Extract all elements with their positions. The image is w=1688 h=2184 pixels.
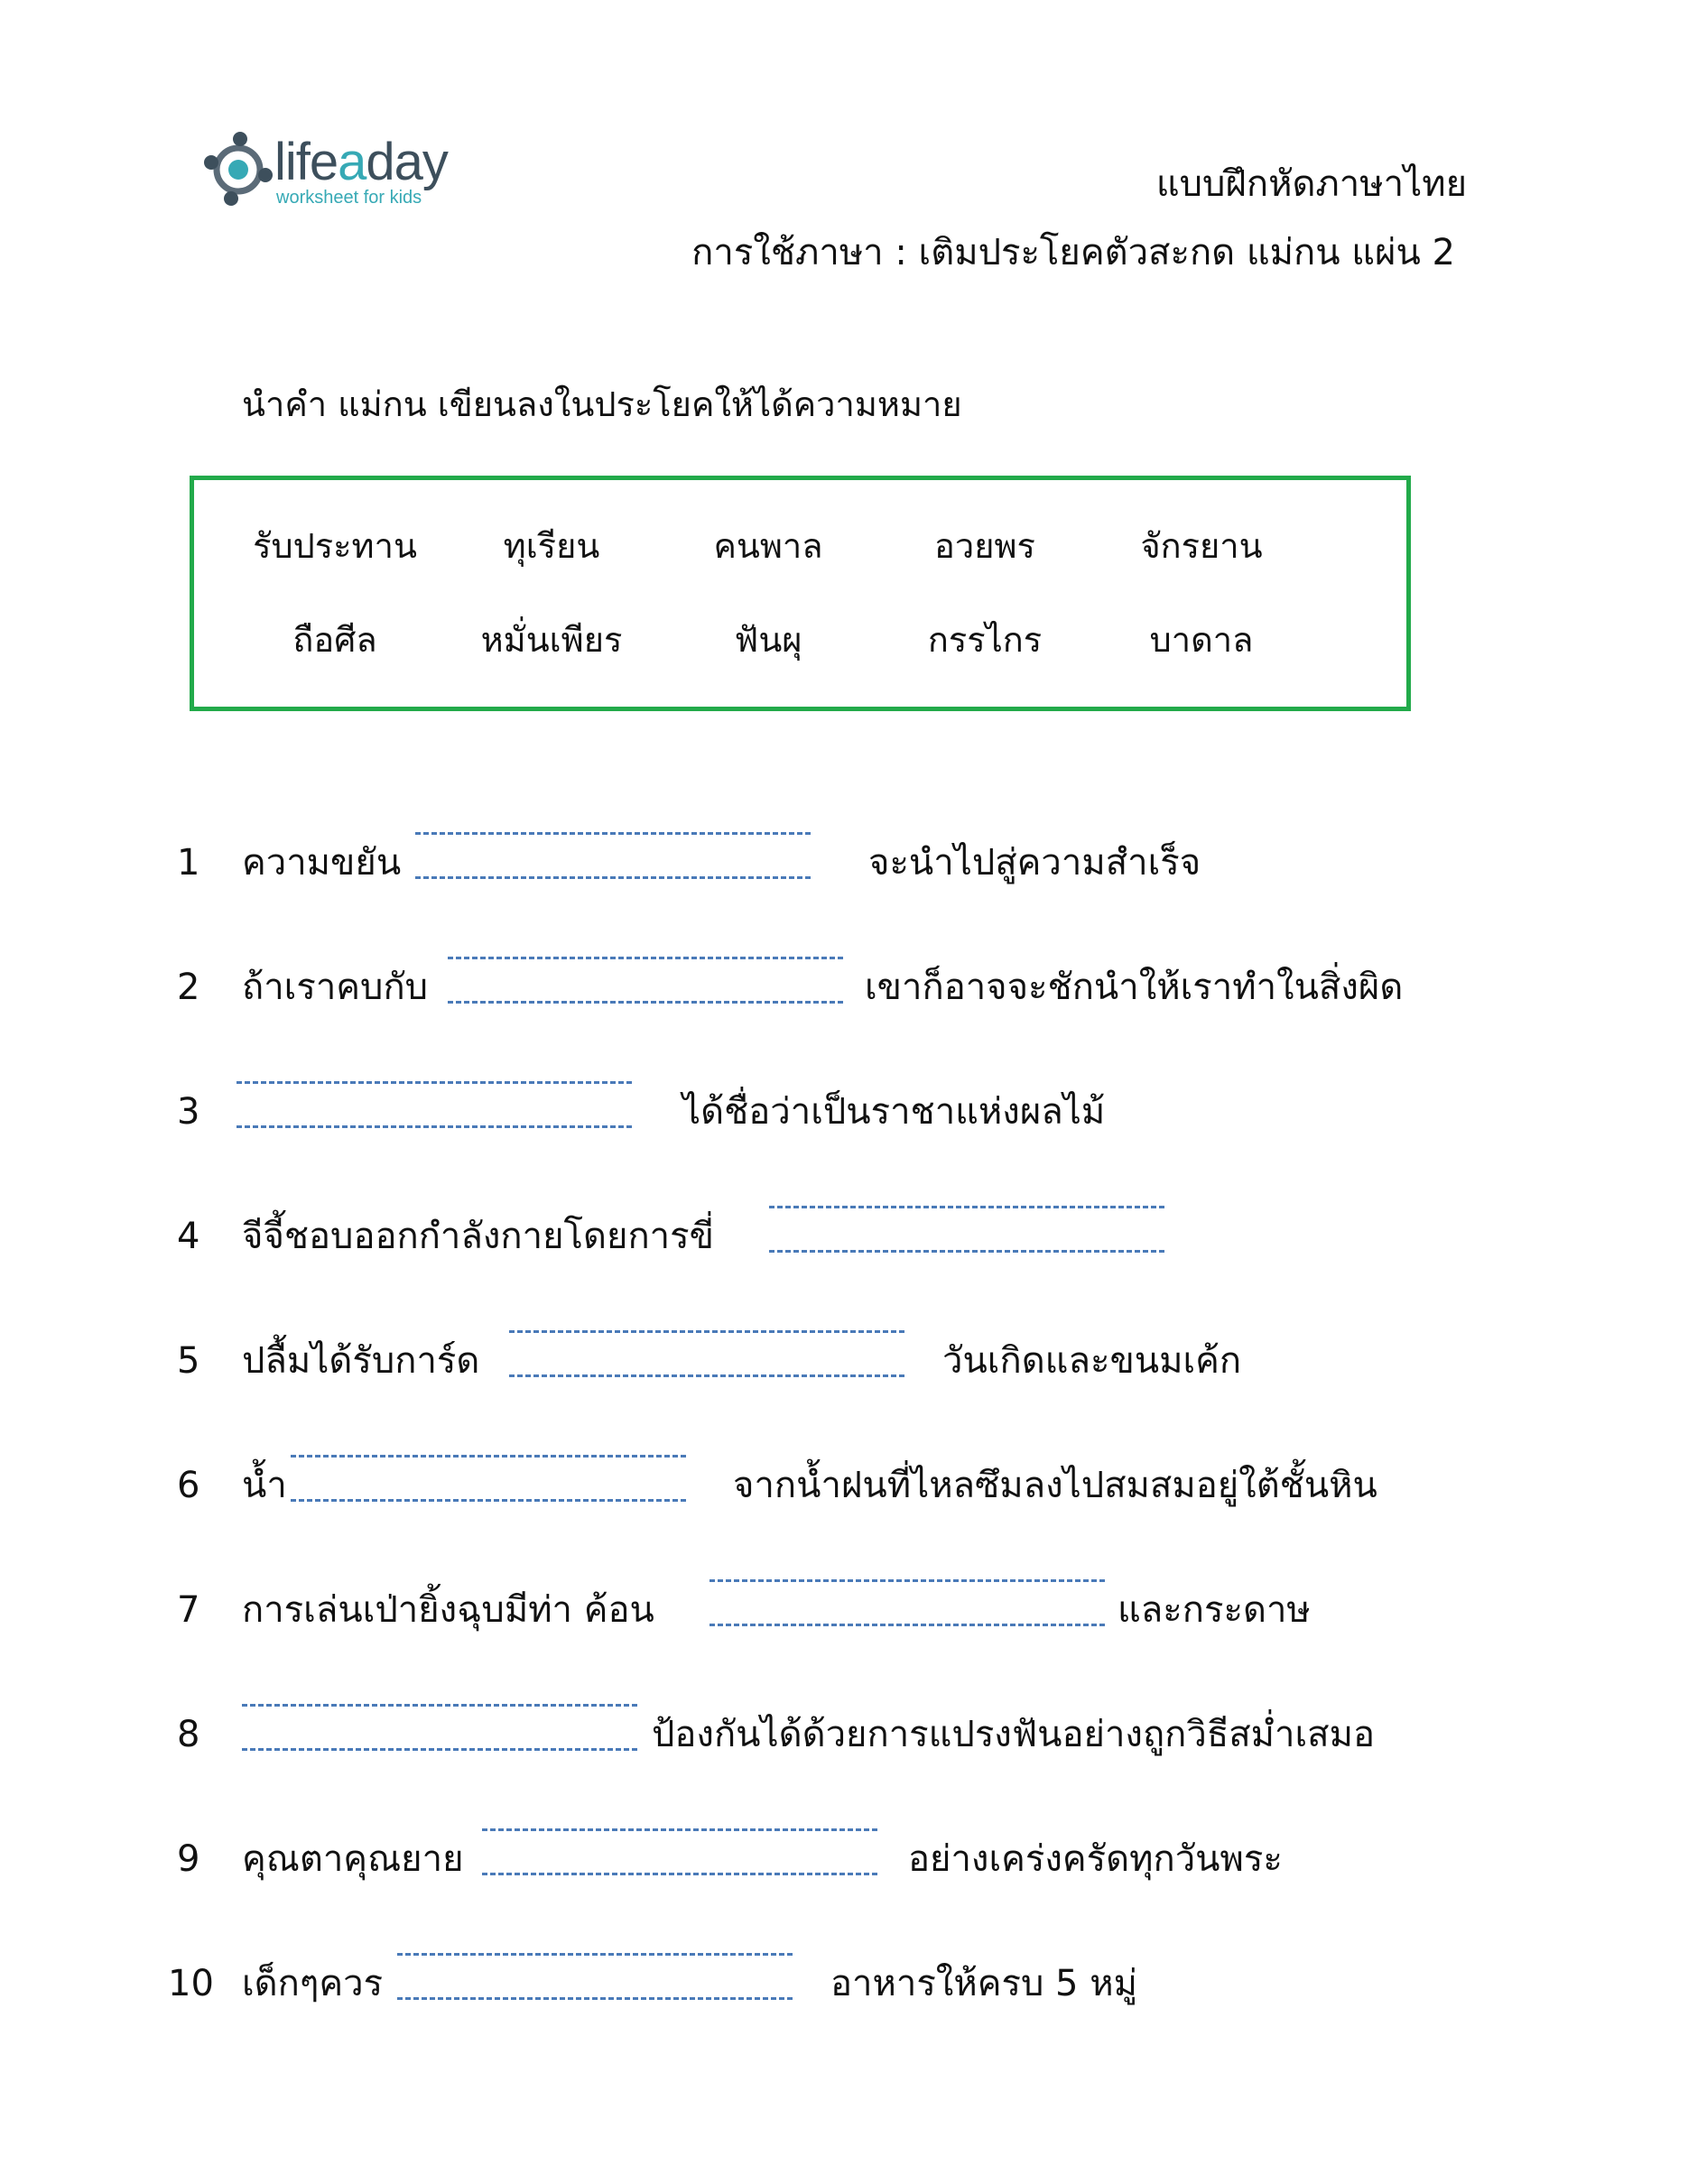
answer-blank[interactable]	[710, 1579, 1105, 1626]
question-text-after: วันเกิดและขนมเค้ก	[942, 1340, 1242, 1382]
logo-word-a: a	[338, 133, 366, 191]
question-text-after: ป้องกันได้ด้วยการแปรงฟันอย่างถูกวิธีสม่ำเสมอ	[652, 1714, 1375, 1755]
logo-molecule-icon	[200, 128, 273, 209]
answer-blank[interactable]	[482, 1828, 877, 1875]
logo-tagline: worksheet for kids	[276, 188, 422, 208]
question-number: 1	[177, 842, 200, 884]
answer-blank[interactable]	[769, 1206, 1164, 1253]
question-number: 9	[177, 1838, 200, 1880]
logo	[200, 128, 471, 209]
question-text-before: ปลื้มได้รับการ์ด	[242, 1340, 480, 1382]
question-text-before: ถ้าเราคบกับ	[242, 967, 429, 1008]
question-text-before: การเล่นเป่ายิ้งฉุบมีท่า ค้อน	[242, 1589, 654, 1631]
question-text-before: เด็กๆควร	[242, 1963, 384, 2004]
question-text-before: จีจี้ชอบออกกำลังกายโดยการขี่	[242, 1216, 714, 1257]
question-text-before: คุณตาคุณยาย	[242, 1838, 464, 1880]
question-number: 4	[177, 1216, 200, 1257]
worksheet-title: แบบฝึกหัดภาษาไทย	[1155, 163, 1467, 205]
answer-blank[interactable]	[397, 1953, 793, 2000]
answer-blank[interactable]	[242, 1704, 637, 1751]
question-number: 2	[177, 967, 200, 1008]
question-number: 10	[168, 1963, 214, 2004]
word-bank-item: หมั่นเพียร	[480, 620, 623, 660]
word-bank-item: บาดาล	[1149, 620, 1254, 660]
logo-word-life: life	[274, 133, 339, 191]
question-text-after: อย่างเคร่งครัดทุกวันพระ	[908, 1838, 1283, 1880]
question-text-after: เขาก็อาจจะชักนำให้เราทำในสิ่งผิด	[865, 967, 1404, 1008]
question-number: 5	[177, 1340, 200, 1382]
worksheet-subtitle: การใช้ภาษา : เติมประโยคตัวสะกด แม่กน แผ่น 2	[691, 232, 1455, 273]
question-text-before: น้ำ	[242, 1465, 287, 1506]
word-bank-item: คนพาล	[713, 526, 823, 566]
question-text-after: อาหารให้ครบ 5 หมู่	[830, 1963, 1137, 2004]
answer-blank[interactable]	[237, 1081, 632, 1128]
answer-blank[interactable]	[448, 957, 843, 1004]
answer-blank[interactable]	[509, 1330, 904, 1377]
word-bank-item: ฟันผุ	[734, 620, 802, 660]
word-bank-item: กรรไกร	[927, 620, 1043, 660]
word-bank-item: ถือศีล	[292, 620, 377, 660]
word-bank-item: อวยพร	[934, 526, 1035, 566]
word-bank-item: จักรยาน	[1140, 526, 1263, 566]
word-bank-item: ทุเรียน	[503, 526, 600, 566]
word-bank-box	[190, 476, 1411, 711]
question-text-before: ความขยัน	[242, 842, 402, 884]
question-number: 7	[177, 1589, 200, 1631]
question-text-after: และกระดาษ	[1118, 1589, 1311, 1631]
question-text-after: ได้ชื่อว่าเป็นราชาแห่งผลไม้	[682, 1091, 1106, 1133]
word-bank-item: รับประทาน	[253, 526, 417, 566]
question-number: 3	[177, 1091, 200, 1133]
instruction-text: นำคำ แม่กน เขียนลงในประโยคให้ได้ความหมาย	[242, 384, 962, 424]
question-text-after: จะนำไปสู่ความสำเร็จ	[868, 842, 1201, 884]
question-number: 8	[177, 1714, 200, 1755]
answer-blank[interactable]	[415, 832, 811, 879]
question-text-after: จากน้ำฝนที่ไหลซึมลงไปสมสมอยู่ใต้ชั้นหิน	[733, 1465, 1377, 1506]
answer-blank[interactable]	[291, 1455, 686, 1502]
logo-wordmark	[274, 135, 448, 190]
logo-word-day: day	[366, 133, 448, 191]
question-number: 6	[177, 1465, 200, 1506]
